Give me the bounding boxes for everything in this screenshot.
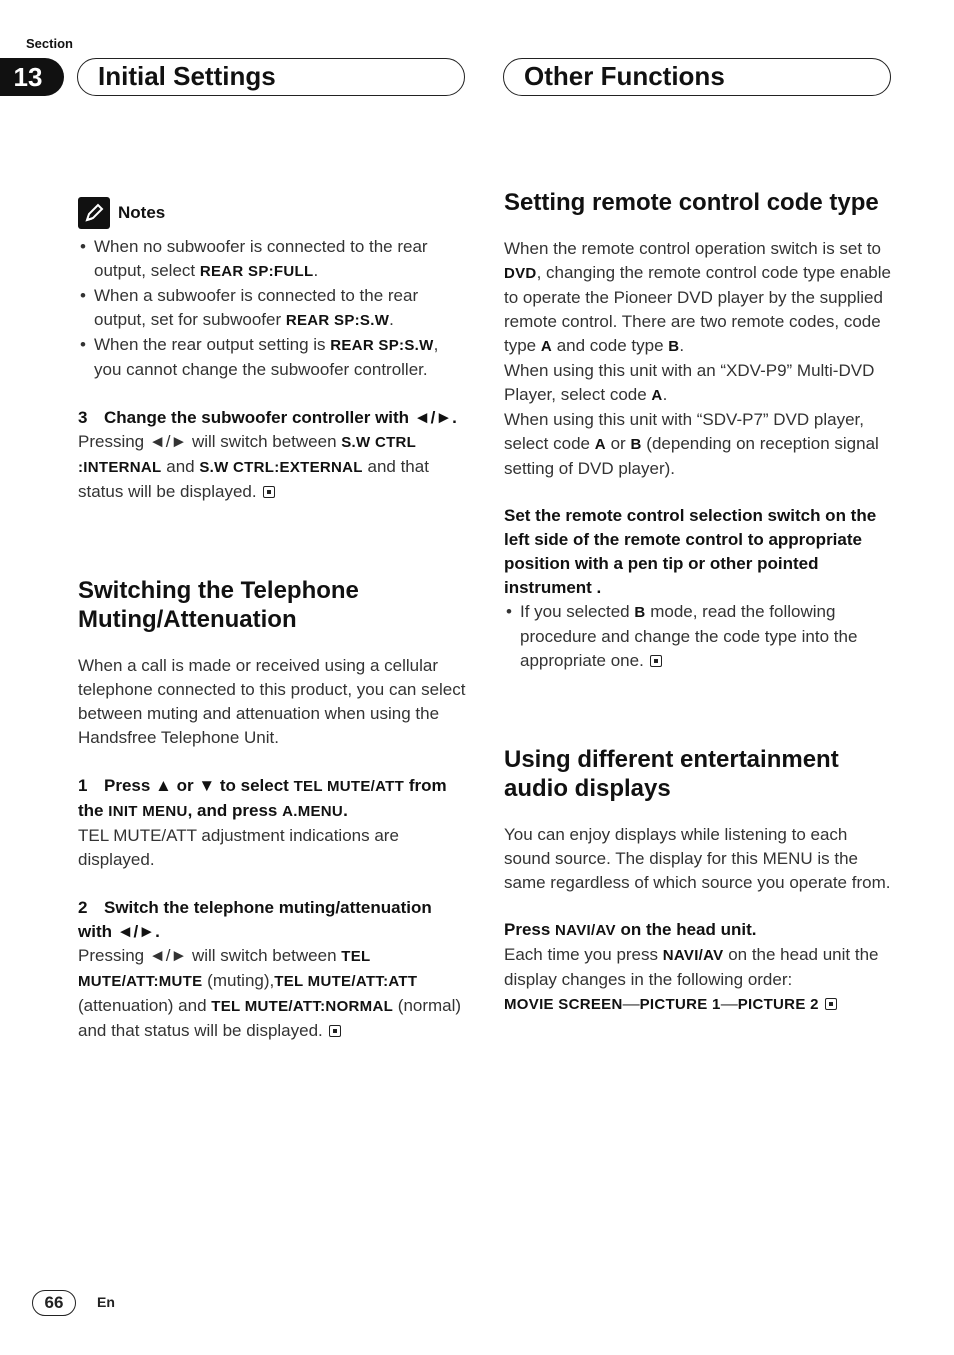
end-mark-icon	[263, 486, 275, 498]
end-mark-icon	[825, 998, 837, 1010]
notes-heading	[78, 197, 466, 229]
remote-paragraph-3: When using this unit with “SDV-P7” DVD player, select code A or B (depending on reception signal setting of DVD player).	[504, 410, 879, 478]
remote-instruction: Set the remote control selection switch on the left side of the remote control to appropriate position with a pen tip or other pointed instrument .	[504, 506, 877, 597]
pencil-note-icon	[78, 197, 110, 229]
remote-paragraph-2: When using this unit with an “XDV-P9” Multi-DVD Player, select code A.	[504, 361, 875, 404]
notes-list	[78, 235, 466, 382]
section-label: Section	[26, 36, 73, 51]
telephone-step-2-body: Pressing ◄/► will switch between TEL MUTE/ATT:MUTE (muting),TEL MUTE/ATT:ATT (attenuation) and TEL MUTE/ATT:NORMAL (normal) and that status will be displayed.	[78, 946, 462, 1040]
left-column	[78, 197, 466, 1043]
notes-heading-label: Notes	[118, 203, 166, 222]
entertainment-heading: Using different entertainment audio displays	[504, 746, 839, 802]
page-number: 66	[32, 1290, 76, 1316]
step-3-body: Pressing ◄/► will switch between S.W CTRL :INTERNAL and S.W CTRL:EXTERNAL and that status will be displayed.	[78, 432, 429, 501]
telephone-step-1-title: 1 Press ▲ or ▼ to select TEL MUTE/ATT from the INIT MENU, and press A.MENU.	[78, 776, 447, 820]
left-section-title: Initial Settings	[77, 58, 465, 96]
note-item: • When a subwoofer is connected to the rear output, set for subwoofer REAR SP:S.W.	[78, 284, 466, 333]
entertainment-intro: You can enjoy displays while listening to each sound source. The display for this MENU is the same regardless of which source you operate from.	[504, 825, 891, 892]
telephone-step-2-title: 2 Switch the telephone muting/attenuation with ◄/►.	[78, 898, 432, 941]
right-column	[504, 188, 892, 1017]
note-item: • When the rear output setting is REAR SP:S.W, you cannot change the subwoofer controller.	[78, 333, 466, 382]
telephone-step-1-body: TEL MUTE/ATT adjustment indications are displayed.	[78, 826, 399, 869]
entertainment-each-time: Each time you press NAVI/AV on the head unit the display changes in the following order:	[504, 945, 879, 989]
telephone-heading: Switching the Telephone Muting/Attenuation	[78, 577, 359, 633]
entertainment-press-instruction: Press NAVI/AV on the head unit.	[504, 920, 757, 939]
telephone-intro: When a call is made or received using a cellular telephone connected to this product, you can select between muting and attenuation when using the Handsfree Telephone Unit.	[78, 656, 466, 747]
language-label: En	[97, 1294, 115, 1310]
remote-bullet-item: • If you selected B mode, read the following procedure and change the code type into the appropriate one.	[504, 600, 892, 673]
remote-heading: Setting remote control code type	[504, 189, 879, 216]
step-3-title: 3 Change the subwoofer controller with ◄/►.	[78, 408, 457, 427]
entertainment-display-order: MOVIE SCREEN—PICTURE 1—PICTURE 2	[504, 992, 892, 1017]
section-number-badge: 13	[0, 58, 64, 96]
note-item: • When no subwoofer is connected to the rear output, select REAR SP:FULL.	[78, 235, 466, 284]
right-section-title: Other Functions	[503, 58, 891, 96]
end-mark-icon	[329, 1025, 341, 1037]
remote-paragraph-1: When the remote control operation switch is set to DVD, changing the remote control code type enable to operate the Pioneer DVD player by the supplied remote control. There are two remote codes, code type A and code type B.	[504, 239, 891, 355]
remote-bullets	[504, 600, 892, 673]
end-mark-icon	[650, 655, 662, 667]
